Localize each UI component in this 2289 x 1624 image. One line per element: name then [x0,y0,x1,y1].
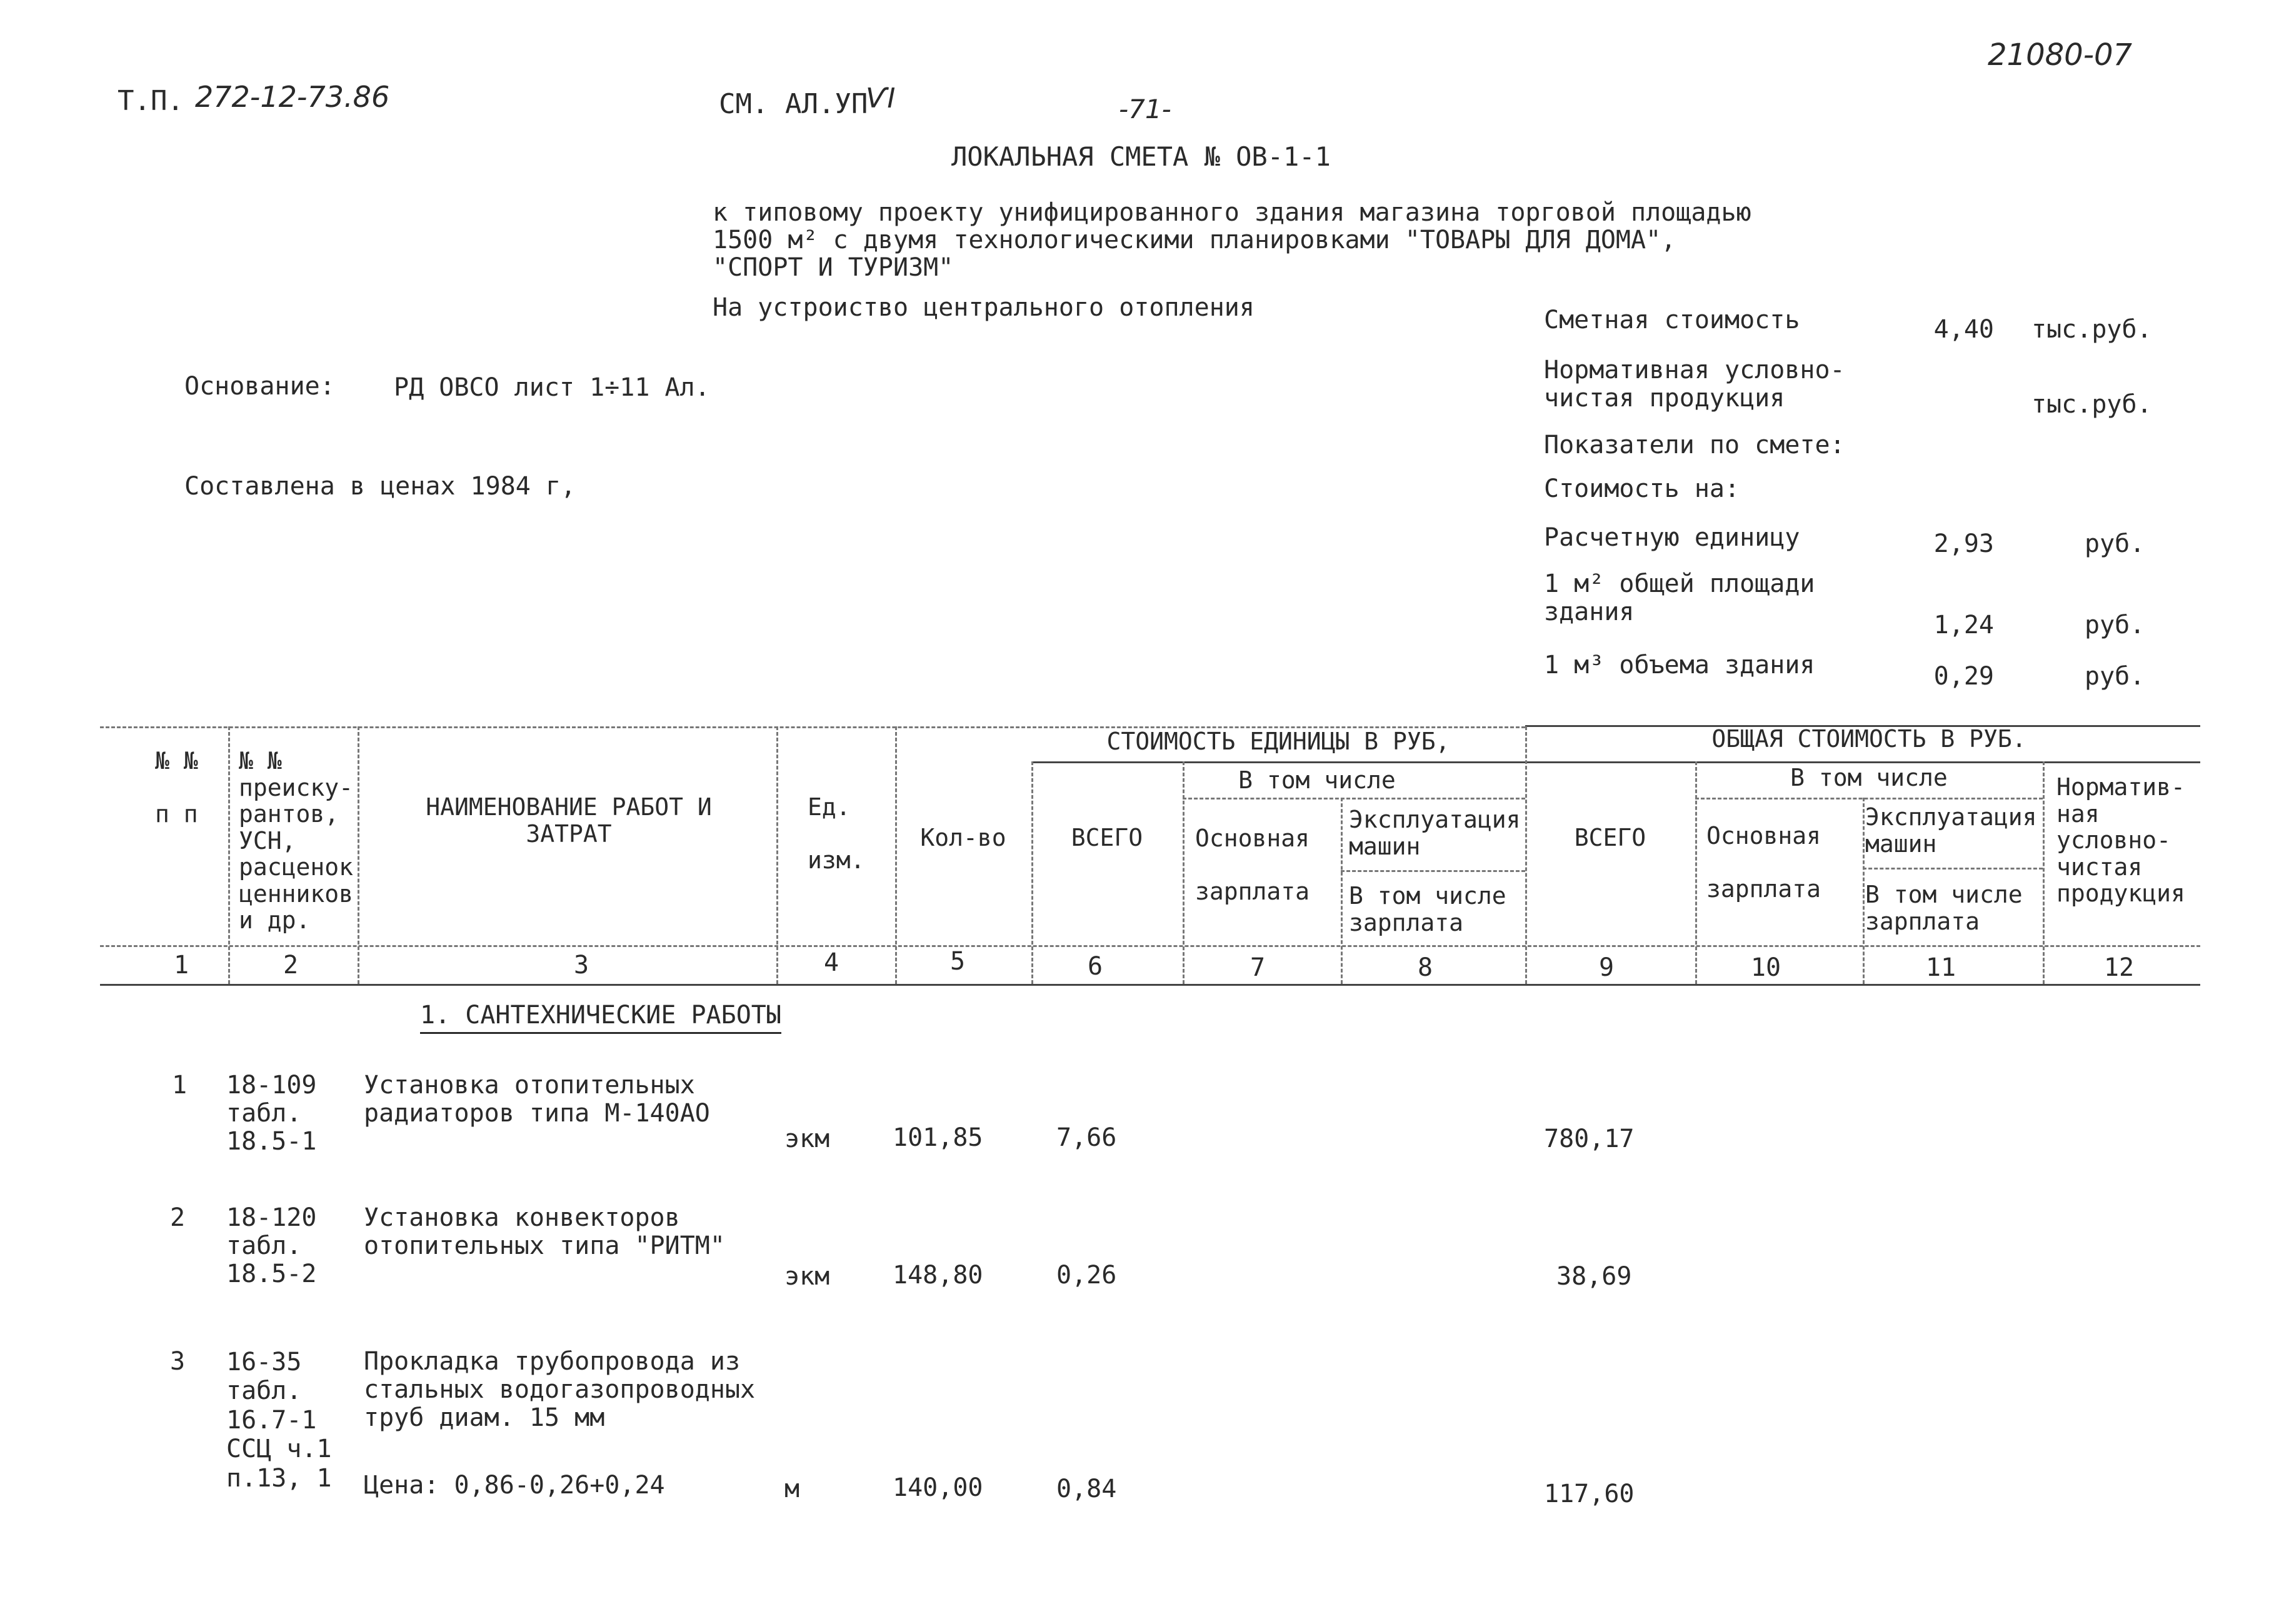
row-unit-price: 0,26 [1056,1261,1117,1290]
col-sep-6 [1183,761,1185,984]
estimated-cost-unit: тыс.руб. [2031,315,2152,344]
row-work-name: Прокладка трубопровода из стальных водогазопроводных труб диам. 15 мм [364,1347,756,1432]
tp-label: Т.П. [118,85,184,117]
cost-per-label: Стоимость на: [1544,474,1740,503]
col-sep-7 [1341,798,1343,984]
header-bottom-border [100,945,2200,947]
row-total: 780,17 [1544,1125,1635,1153]
total-cost-group-line [1525,761,2200,763]
col-sep-11 [2043,761,2045,984]
machines-split-line-total [1863,868,2043,870]
column-numbers-bottom-border [100,984,2200,986]
estimate-title: ЛОКАЛЬНАЯ СМЕТА № ОВ-1-1 [951,141,1331,172]
row-number: 2 [170,1203,186,1232]
column-number: 9 [1598,953,1615,982]
row-quantity: 101,85 [893,1123,983,1152]
price-base: Составлена в ценах 1984 г, [184,472,576,501]
row-unit-price: 0,84 [1056,1475,1117,1503]
row-price-code: 16-35 табл. 16.7-1 ССЦ ч.1 п.13, 1 [226,1348,332,1493]
project-description-line-2: 1500 м² с двумя технологическими планировками "ТОВАРЫ ДЛЯ ДОМА", [713,226,1676,254]
row-price-code: 18-120 табл. 18.5-2 [226,1203,317,1288]
column-number: 7 [1250,953,1266,982]
volume-value: 0,29 [1933,662,1994,691]
col-sep-10 [1863,798,1865,984]
incl-line-total [1695,798,2043,799]
row-unit: экм [784,1125,830,1153]
header-incl-unit: В том числе [1238,766,1396,794]
col-sep-2 [358,726,359,984]
estimated-cost-label: Сметная стоимость [1544,306,1800,334]
page-number: -71- [1119,94,1171,124]
column-number: 10 [1750,953,1781,982]
row-unit-price: 7,66 [1056,1123,1117,1152]
header-unit-machines: Эксплуатация машин [1349,806,1521,860]
estimate-purpose: На устроиство центрального отопления [713,293,1255,322]
row-price-formula: Цена: 0,86-0,26+0,24 [364,1471,665,1500]
col-sep-3 [776,726,778,984]
row-price-code: 18-109 табл. 18.5-1 [226,1071,317,1156]
header-price-list-number: № № преиску- рантов, УСН, расценок ценников и др. [239,747,354,935]
header-total-total: ВСЕГО [1574,824,1646,851]
column-number: 12 [2103,953,2135,982]
calc-unit-label: Расчетную единицу [1544,523,1800,552]
col-sep-5 [1031,761,1033,984]
estimated-cost-value: 4,40 [1933,315,1994,344]
volume-label: 1 м³ объема здания [1544,651,1815,679]
row-number: 1 [172,1071,188,1100]
header-unit-base-salary: Основная зарплата [1195,825,1310,906]
calc-unit-unit: руб. [2085,529,2145,558]
project-description-line-3: "СПОРТ И ТУРИЗМ" [713,253,954,282]
document-stamp: 21080-07 [1988,38,2133,73]
header-row-number: № № п п [155,747,198,828]
area-value: 1,24 [1933,611,1994,639]
column-number: 6 [1087,952,1103,981]
calc-unit-value: 2,93 [1933,529,1994,558]
indicators-label: Показатели по смете: [1544,431,1845,459]
header-unit-incl-salary: В том числе зарплата [1349,882,1506,936]
header-unit-cost-group: СТОИМОСТЬ ЕДИНИЦЫ В РУБ, [1106,728,1450,755]
column-number: 8 [1417,953,1433,982]
column-number: 5 [949,947,966,976]
row-unit: м [784,1475,800,1503]
header-quantity: Кол-во [920,824,1006,851]
header-work-name-box: НАИМЕНОВАНИЕ РАБОТ И ЗАТРАТ [426,793,712,848]
normative-product-unit: тыс.руб. [2031,390,2152,419]
header-normative-product: Норматив- ная условно- чистая продукция [2056,773,2185,908]
col-sep-8 [1525,726,1527,984]
column-number: 11 [1925,953,1956,982]
basis-label: Основание: [184,372,335,401]
row-unit: экм [784,1262,830,1291]
volume-unit: руб. [2085,662,2145,691]
column-number: 2 [283,951,299,980]
album-reference: СМ. АЛ.УП [719,88,868,120]
row-quantity: 148,80 [893,1261,983,1290]
incl-line-unit [1183,798,1525,799]
col-sep-4 [895,726,897,984]
header-total-base-salary: Основная зарплата [1706,822,1821,903]
tp-number: 272-12-73.86 [195,80,390,114]
column-number: 4 [823,948,839,977]
normative-product-label: Нормативная условно- чистая продукция [1544,356,1845,413]
row-quantity: 140,00 [893,1473,983,1502]
area-label: 1 м² общей площади здания [1544,569,1815,626]
area-unit: руб. [2085,611,2145,639]
col-sep-1 [228,726,230,984]
unit-cost-group-line [1031,761,1525,763]
row-work-name: Установка отопительных радиаторов типа М-140АО [364,1071,710,1128]
header-incl-total: В том числе [1790,764,1948,791]
row-total: 38,69 [1556,1262,1632,1291]
header-total-machines: Эксплуатация машин [1865,803,2037,858]
column-number: 3 [573,951,589,980]
header-unit-total: ВСЕГО [1071,824,1143,851]
section-title: 1. САНТЕХНИЧЕСКИЕ РАБОТЫ [420,1001,781,1030]
header-total-cost-group: ОБЩАЯ СТОИМОСТЬ В РУБ. [1711,725,2026,753]
row-total: 117,60 [1544,1480,1635,1508]
project-description-line-1: к типовому проекту унифицированного здания магазина торговой площадью [713,198,1751,227]
machines-split-line-unit [1341,870,1525,872]
column-number: 1 [173,951,189,980]
album-suffix: ѴI [866,83,896,114]
col-sep-9 [1695,761,1697,984]
header-total-incl-salary: В том числе зарплата [1865,881,2023,935]
row-work-name: Установка конвекторов отопительных типа "РИТМ" [364,1203,725,1260]
basis-value: РД ОВСО лист 1÷11 Ал. [394,373,710,402]
header-unit: Ед. изм. [808,793,865,875]
row-number: 3 [170,1347,186,1376]
